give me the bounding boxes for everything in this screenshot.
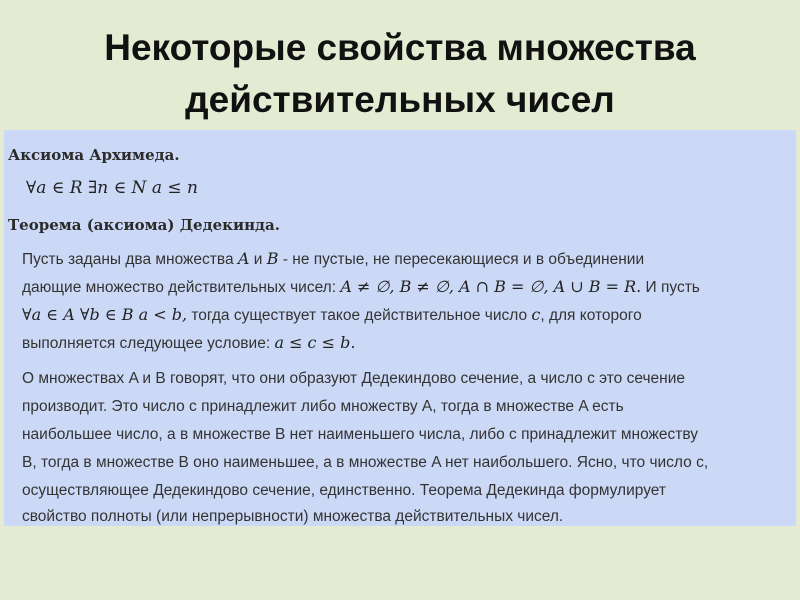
order-formula: ∀a ∈ A ∀b ∈ B a < b, xyxy=(22,305,188,324)
explanation-line-1: О множествах A и B говорят, что они образуют Дедекиндово сечение, а число c это сечение xyxy=(22,370,685,387)
theorem-line-3: ∀a ∈ A ∀b ∈ B a < b, тогда существует такое действительное число c, для которого xyxy=(22,305,642,324)
theorem-line-2: дающие множество действительных чисел: A ≠ ∅, B ≠ ∅, A ∩ B = ∅, A ∪ B = R. И пусть xyxy=(22,277,700,296)
explanation-line-3: наибольшее число, а в множестве B нет наименьшего числа, либо c принадлежит множеству xyxy=(22,426,699,443)
set-a-symbol: A xyxy=(237,249,250,268)
explanation-line-6: свойство полноты (или непрерывности) множества действительных чисел. xyxy=(22,508,564,525)
set-conditions-formula: A ≠ ∅, B ≠ ∅, A ∩ B = ∅, A ∪ B = R. xyxy=(340,277,642,296)
title-line-2: действительных чисел xyxy=(185,79,615,120)
title-line-1: Некоторые свойства множества xyxy=(104,27,696,68)
condition-formula: a ≤ c ≤ b. xyxy=(274,333,356,352)
number-c-symbol: c xyxy=(531,305,541,324)
slide-title xyxy=(0,22,800,126)
archimedes-heading: Аксиома Архимеда. xyxy=(8,146,180,164)
dedekind-heading: Теорема (аксиома) Дедекинда. xyxy=(8,216,280,234)
theorem-line-1: Пусть заданы два множества A и B - не пустые, не пересекающиеся и в объединении xyxy=(22,249,645,268)
set-b-symbol: B xyxy=(266,249,279,268)
explanation-line-5: осуществляющее Дедекиндово сечение, единственно. Теорема Дедекинда формулирует xyxy=(22,482,666,499)
archimedes-formula: ∀a ∈ R ∃n ∈ N a ≤ n xyxy=(26,178,198,198)
theorem-line-4: выполняется следующее условие: a ≤ c ≤ b. xyxy=(22,333,356,352)
explanation-line-2: производит. Это число c принадлежит либо множеству A, тогда в множестве A есть xyxy=(22,398,624,415)
content-panel xyxy=(4,130,796,526)
explanation-line-4: B, тогда в множестве B оно наименьшее, а в множестве A нет наибольшего. Ясно, что число c, xyxy=(22,454,709,471)
